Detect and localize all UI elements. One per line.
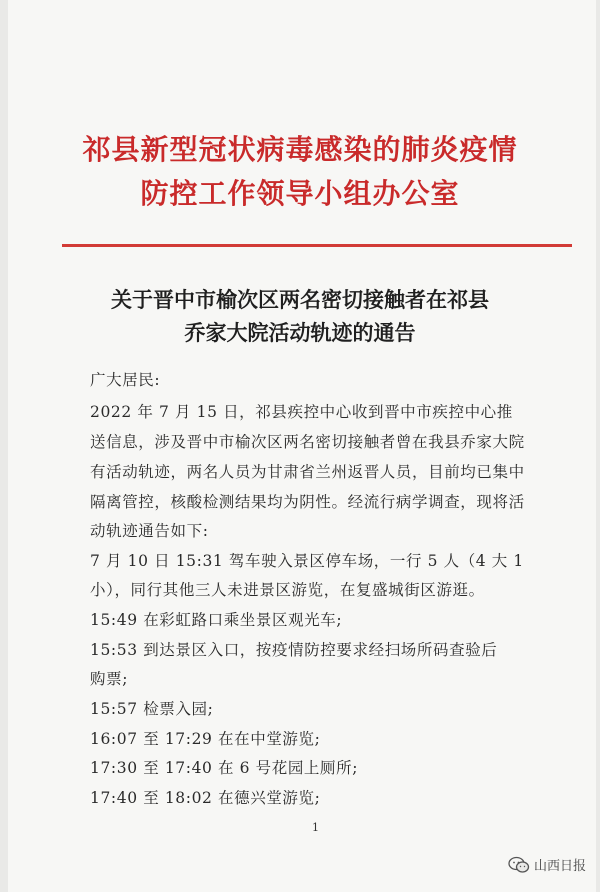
red-divider [62,244,572,247]
source-watermark [508,855,586,874]
body-line: 15:49 在彩虹路口乘坐景区观光车; [90,611,343,629]
agency-name-line-1: 祁县新型冠状病毒感染的肺炎疫情 [82,133,518,166]
body-line: 购票; [90,670,129,688]
body-line: 16:07 至 17:29 在在中堂游览; [90,730,321,748]
body-line: 隔离管控，核酸检测结果均为阴性。经流行病学调查，现将活 [90,493,525,511]
body-line: 2022 年 7 月 15 日，祁县疾控中心收到晋中市疾控中心推 [90,403,513,421]
watermark-label: 山西日报 [533,859,586,874]
notice-title-line-2: 乔家大院活动轨迹的通告 [184,320,416,345]
salutation: 广大居民: [90,371,161,389]
agency-name-line-2: 防控工作领导小组办公室 [140,177,460,210]
body-line: 17:40 至 18:02 在德兴堂游览; [90,789,321,807]
notice-title-line-1: 关于晋中市榆次区两名密切接触者在祁县 [111,287,489,312]
body-line: 小），同行其他三人未进景区游览，在复盛城街区游逛。 [90,581,485,599]
body-line: 15:57 检票入园; [90,700,214,718]
body-line: 送信息，涉及晋中市榆次区两名密切接触者曾在我县乔家大院 [90,433,525,451]
wechat-icon [508,856,530,874]
body-line: 17:30 至 17:40 在 6 号花园上厕所; [90,759,359,777]
page-number: 1 [312,821,319,834]
body-line: 动轨迹通告如下: [90,522,209,540]
body-line: 15:53 到达景区入口，按疫情防控要求经扫场所码查验后 [90,641,498,659]
body-line: 7 月 10 日 15:31 驾车驶入景区停车场，一行 5 人（4 大 1 [90,552,524,570]
body-line: 有活动轨迹，两名人员为甘肃省兰州返晋人员，目前均已集中 [90,463,525,481]
